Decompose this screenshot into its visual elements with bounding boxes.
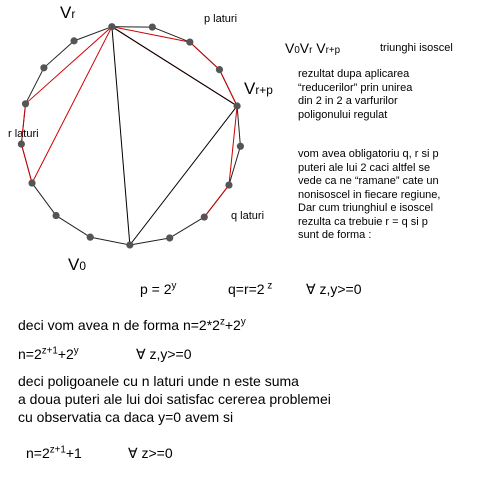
polygon-edge [170, 217, 205, 238]
formula-qr-condition: ∀ z,y>=0 [306, 281, 362, 297]
formula-n: $n=2^{z+1}+2^y$ [18, 345, 79, 362]
explanation-2-line: rezulta ca trebuie r = q si p [298, 215, 428, 228]
reduction-edge [229, 106, 237, 185]
explanation-1-line: poligonului regulat [298, 108, 388, 121]
reduction-edge [190, 42, 220, 70]
explanation-2-line: puteri ale lui 2 caci altfel se [298, 161, 431, 174]
explanation-1 [298, 68, 412, 122]
label-vr: Vr [60, 3, 76, 22]
polygon-edge [56, 216, 90, 238]
label-vrp: Vr+p [244, 79, 273, 98]
formula-deci: deci vom avea n de forma $n=2*2^z+2^y$ [18, 316, 246, 333]
polygon-vertex [234, 102, 241, 109]
label-r-laturi: r laturi [8, 128, 39, 140]
formula-n-condition: ∀ z,y>=0 [136, 346, 192, 362]
conclusion-line: deci poligoanele cu n laturi unde n este suma [18, 373, 299, 389]
triangle-edge [112, 27, 130, 245]
polygon-vertex [22, 100, 29, 107]
polygon-vertex [40, 64, 47, 71]
reduction-edge [21, 144, 32, 183]
conclusion-line: a doua puteri ale lui doi satisfac cererea problemei [18, 391, 331, 407]
explanation-1-line: din 2 in 2 a varfurilor [298, 95, 398, 107]
explanation-2-line: vom avea obligatoriu q, r si p [298, 148, 439, 160]
triangle-edge [130, 106, 237, 245]
triangle-type: triunghi isoscel [380, 42, 453, 54]
polygon-vertex [225, 181, 232, 188]
polygon-vertex [108, 23, 115, 30]
reduction-edge [26, 27, 112, 104]
label-v0: V0 [68, 255, 86, 274]
polygon-edge [26, 68, 44, 104]
formula-qr: q=r=2 $^z$ [228, 280, 273, 297]
formula-final-condition: ∀ z>=0 [128, 445, 173, 461]
triangle-name: V0Vr Vr+p [285, 40, 341, 56]
polygon-edge [237, 106, 240, 146]
explanation-2-line: vede ca ne “ramane” cate un [298, 175, 439, 187]
explanation-1-line: rezultat dupa aplicarea [298, 68, 410, 80]
polygon-vertex [166, 234, 173, 241]
reduction-edge [32, 27, 112, 183]
polygon-edge [32, 183, 56, 216]
conclusion-line: cu observatia ca daca y=0 avem si [18, 409, 234, 425]
polygon-vertex [87, 234, 94, 241]
conclusion [18, 372, 331, 426]
explanation-2-line: Dar cum triunghiul e isoscel [298, 202, 434, 214]
polygon-vertex [70, 37, 77, 44]
polygon-vertex [201, 213, 208, 220]
polygon-edge [130, 238, 170, 245]
label-q-laturi: q laturi [231, 210, 265, 222]
formula-final: $n=2^{z+1}+1$ [26, 444, 82, 461]
polygon-vertex [126, 241, 133, 248]
explanation-2-line: nonisoscel in fiecare regiune, [298, 188, 441, 201]
label-p-laturi: p laturi [204, 13, 238, 25]
polygon-vertex [52, 212, 59, 219]
polygon-vertex [18, 140, 25, 147]
polygon-vertex [237, 143, 244, 150]
polygon-vertex [186, 38, 193, 45]
explanation-1-line: “reducerilor” prin unirea [298, 81, 413, 94]
polygon-layer [18, 23, 244, 249]
polygon-vertex [216, 66, 223, 73]
polygon-vertex [149, 23, 156, 30]
formula-p: $p = 2^y$ [140, 280, 177, 297]
polygon-edge [44, 41, 74, 68]
explanation-2-line: sunt de forma : [298, 229, 372, 241]
polygon-vertex [28, 179, 35, 186]
polygon-edge [90, 237, 130, 245]
polygon-edge [152, 27, 190, 42]
explanation-2 [298, 148, 440, 243]
reduction-edge [204, 185, 229, 217]
